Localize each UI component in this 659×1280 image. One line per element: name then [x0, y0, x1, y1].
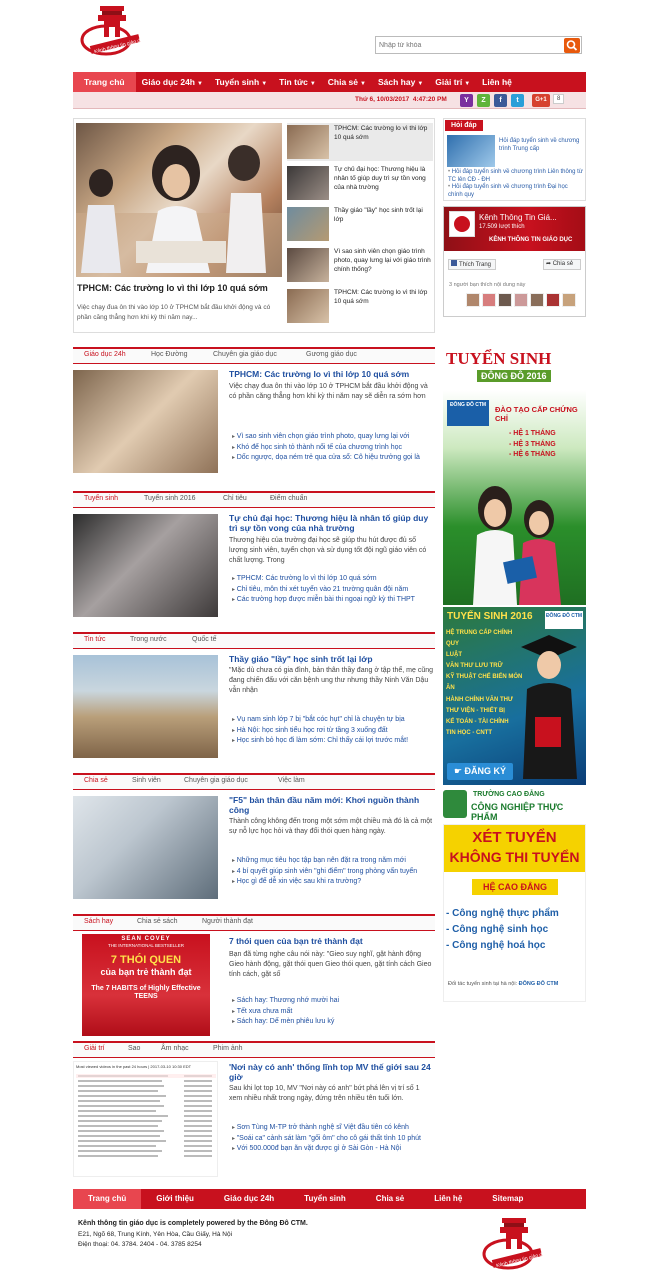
chart-caption: Most viewed videos in the past 24 hours | 2017-03-10 10:30 EDT — [76, 1064, 192, 1069]
tab-item[interactable]: Chuyên gia giáo dục — [184, 777, 248, 784]
fb-friends-text: 3 người bạn thích nội dung này — [449, 282, 526, 288]
fb-like-count: 17.509 lượt thích — [479, 224, 525, 230]
book-title-vn: 7 THÓI QUEN — [110, 954, 182, 966]
fb-page-avatar[interactable] — [449, 211, 475, 237]
side-title: Vì sao sinh viên chọn giáo trình photo, quay lưng lại với giáo trình chính thống? — [334, 248, 431, 273]
side-thumbnail — [287, 207, 329, 241]
ad2-title: TUYỂN SINH 2016 — [447, 611, 533, 622]
section-link[interactable]: ▸ 4 bí quyết giúp sinh viên "ghi điểm" trong phỏng vấn tuyển — [232, 867, 435, 878]
search-box — [375, 36, 582, 54]
ad-banner-dongdo[interactable] — [443, 343, 586, 605]
book-cover-image[interactable] — [82, 934, 210, 1036]
google-plus-button[interactable]: G+1 — [532, 94, 550, 107]
featured-side-item[interactable] — [287, 164, 433, 202]
tab-item[interactable]: Chỉ tiêu — [223, 495, 247, 502]
ad4-item: - Công nghệ thực phẩm — [446, 908, 559, 919]
ad2-item: VĂN THƯ LƯU TRỮ — [446, 663, 503, 670]
section-links — [232, 1123, 435, 1155]
book-title-en: The 7 HABITS of Highly Effective TEENS — [91, 985, 201, 1001]
section-tabs — [73, 491, 435, 508]
side-title: Tự chủ đại học: Thương hiệu là nhân tố giúp duy trì sự tồn vong của nhà trường — [334, 166, 426, 191]
ad2-item: KẾ TOÁN - TÀI CHÍNH — [446, 718, 509, 725]
footer-phone: Điện thoại: 04. 3784. 2404 - 04. 3785 8254 — [78, 1240, 202, 1248]
faq-image[interactable] — [447, 135, 495, 167]
current-datetime — [355, 96, 447, 103]
ctm-logo — [447, 400, 489, 426]
section-link[interactable]: ▸ Chỉ tiêu, môn thi xét tuyển vào 21 trường quân đội năm — [232, 585, 435, 596]
section-tin-tuc — [73, 632, 435, 768]
tab-item[interactable]: Giải trí — [84, 1045, 105, 1052]
nav-giao-duc-24h[interactable] — [136, 72, 209, 92]
section-links — [232, 856, 435, 888]
featured-side-item[interactable] — [287, 246, 433, 284]
ad2-item: HÀNH CHÍNH VĂN THƯ — [446, 696, 513, 703]
section-image[interactable] — [73, 655, 218, 758]
ad3-line1: TRƯỜNG CAO ĐẲNG — [473, 791, 545, 798]
ad-banner-xet-tuyen[interactable] — [443, 824, 586, 1002]
ad1-item: - HỆ 3 THÁNG — [509, 440, 556, 448]
ad3-line2: CÔNG NGHIỆP THỰC PHẨM — [471, 802, 564, 822]
nav-label: Tuyển sinh — [214, 77, 260, 87]
tab-item[interactable]: Chia sẻ sách — [137, 918, 178, 925]
tab-item[interactable]: Tin tức — [84, 636, 106, 643]
friend-avatar[interactable] — [562, 293, 576, 307]
tab-item[interactable]: Chia sẻ — [84, 777, 108, 784]
section-link[interactable]: ▸ Sách hay: Dế mèn phiêu lưu ký — [232, 1017, 435, 1028]
ctm-logo-text: ĐÔNG ĐÔ CTM — [545, 613, 583, 619]
friend-avatar[interactable] — [530, 293, 544, 307]
nav-label: Tin tức — [279, 77, 308, 87]
faq-list — [448, 169, 584, 199]
ad1-list — [509, 429, 556, 461]
section-links — [232, 715, 435, 747]
section-chia-se — [73, 773, 435, 909]
friend-avatar[interactable] — [546, 293, 560, 307]
section-link[interactable]: ▸ Khó để học sinh tỏ thành nổi tế của chương trình học — [232, 443, 435, 454]
ad-banner-tuyensinh-2016[interactable] — [443, 607, 586, 785]
side-title: TPHCM: Các trường lo vì thi lớp 10 quá sớm — [334, 289, 428, 305]
footer-address: E21, Ngõ 68, Trung Kính, Yên Hòa, Cầu Giấy, Hà Nội — [78, 1230, 233, 1238]
friend-avatar[interactable] — [466, 293, 480, 307]
featured-side-item[interactable] — [287, 287, 433, 325]
section-link[interactable]: ▸ Sơn Tùng M-TP trở thành nghệ sĩ Việt đầu tiên có kênh — [232, 1123, 435, 1134]
section-desc: Sau khi lọt top 10, MV "Nơi này có anh" bứt phá lên vị trí số 1 xem nhiều nhất trong ngày, đứng trên nhiều tên tuổi lớn. — [229, 1085, 420, 1103]
tab-item[interactable]: Tuyển sinh 2016 — [144, 495, 196, 502]
ad1-item: - HỆ 1 THÁNG — [509, 430, 556, 437]
ad1-headline: ĐÀO TẠO CẤP CHỨNG CHỈ — [495, 405, 578, 423]
footer-nav-gioi-thieu[interactable]: Giới thiệu — [156, 1194, 194, 1203]
footer-nav-tuyen-sinh[interactable]: Tuyển sinh — [304, 1194, 346, 1203]
book-bestseller-label: THE INTERNATIONAL BESTSELLER — [107, 943, 185, 948]
footer-logo[interactable] — [482, 1214, 546, 1274]
tab-item[interactable]: Giáo dục 24h — [84, 351, 126, 358]
caret-down-icon: ▼ — [261, 81, 268, 87]
section-image[interactable] — [73, 514, 218, 617]
chart-table-graphic — [74, 1071, 218, 1175]
ad2-item: HỆ TRUNG CẤP CHÍNH QUY — [446, 630, 513, 648]
friend-avatar[interactable] — [498, 293, 512, 307]
footer-nav-chia-se[interactable]: Chia sẻ — [375, 1194, 405, 1203]
section-image[interactable] — [73, 796, 218, 899]
tab-item[interactable]: Phim ảnh — [213, 1045, 243, 1052]
search-icon — [564, 38, 580, 53]
section-tabs — [73, 914, 435, 931]
nav-chia-se[interactable] — [322, 72, 372, 92]
section-giai-tri — [73, 1041, 435, 1179]
nav-home[interactable] — [73, 72, 136, 92]
footer-info — [78, 1219, 398, 1250]
side-title: TPHCM: Các trường lo vì thi lớp 10 quá sớm — [334, 125, 428, 141]
nav-lien-he[interactable] — [476, 72, 518, 92]
section-tuyen-sinh — [73, 491, 435, 627]
search-input[interactable] — [376, 37, 561, 53]
footer-nav-sitemap[interactable]: Sitemap — [492, 1194, 524, 1203]
fb-share-label: Chia sẻ — [552, 261, 574, 267]
fb-page-name[interactable]: Kênh Thông Tin Giá... — [479, 213, 557, 222]
section-desc: Việc chạy đua ôn thi vào lớp 10 ở TPHCM bắt đầu khởi động và có phần căng thẳng hơn khi kỳ thi năm nay sẽ diễn ra sớm hơn — [229, 383, 428, 401]
featured-main-title[interactable]: TPHCM: Các trường lo vì thi lớp 10 quá sớm — [77, 283, 268, 293]
featured-main-image[interactable] — [76, 123, 282, 277]
tab-item[interactable]: Quốc tế — [192, 636, 217, 643]
ad4-title1: XÉT TUYỂN — [472, 829, 557, 846]
site-logo[interactable] — [80, 2, 144, 62]
faq-link[interactable]: • Hỏi đáp tuyển sinh về chương trình Liên thông từ TC lên CĐ - ĐH — [448, 169, 584, 184]
ad1-title: TUYỂN SINH — [446, 349, 552, 368]
faq-top-link[interactable]: Hỏi đáp tuyển sinh về chương trình Trung cấp — [499, 138, 580, 153]
ad2-item: LUẬT — [446, 652, 462, 659]
section-tabs — [73, 1041, 435, 1058]
section-desc: Thương hiệu của trường đại học sẽ giúp thu hút được đủ số lượng sinh viên, tuyển chọn và sử dụng tốt đội ngũ giáo viên có chất lượng. Trong — [229, 537, 427, 565]
section-link[interactable]: ▸ "Soái ca" cảnh sát làm "gối ôm" cho cô gái thất tình 10 phút — [232, 1134, 435, 1145]
section-link[interactable]: ▸ Những mục tiêu học tập bạn nên đặt ra trong năm mới — [232, 856, 435, 867]
section-title[interactable]: 'Nơi này có anh' thống lĩnh top MV thế giới sau 24 giờ — [229, 1062, 431, 1083]
side-thumbnail — [287, 166, 329, 200]
nav-label: Giáo dục 24h — [141, 77, 195, 87]
side-title: Thầy giáo "lầy" học sinh trốt lại lớp — [334, 207, 423, 223]
main-nav — [73, 72, 586, 92]
section-link[interactable]: ▸ TPHCM: Các trường lo vì thi lớp 10 quá sớm — [232, 574, 435, 585]
school-logo-icon — [443, 790, 467, 818]
tab-item[interactable]: Người thành đạt — [202, 918, 253, 925]
tab-item[interactable]: Chuyên gia giáo dục — [213, 351, 277, 358]
share-icon: ➦ — [546, 261, 553, 267]
ad2-graduate-photo — [513, 629, 585, 779]
nav-giai-tri[interactable] — [429, 72, 476, 92]
ad-banner-cdcntp[interactable] — [443, 788, 586, 821]
side-thumbnail — [287, 289, 329, 323]
section-desc: Thành công không đến trong một sớm một chiều mà đó là cả một sự nỗ lực học hỏi và thay đổi thói quen hàng ngày. — [229, 818, 433, 836]
tab-item[interactable]: Âm nhạc — [161, 1045, 189, 1052]
section-title[interactable]: Tự chủ đại học: Thương hiệu là nhân tố giúp duy trì sự tồn vong của nhà trường — [229, 513, 429, 534]
section-links — [232, 574, 435, 606]
ad2-register-label: ĐĂNG KÝ — [464, 766, 507, 776]
nav-sach-hay[interactable] — [372, 72, 429, 92]
ad1-item: - HỆ 6 THÁNG — [509, 451, 556, 458]
youtube-chart-image[interactable] — [73, 1061, 218, 1177]
section-desc: "Mặc dù chưa có gia đình, bản thân thầy đang ở tập thể, mẹ cũng đang chiến đấu với căn bệnh ung thư nhưng thầy Ninh Văn Dậu vẫn nhận — [229, 667, 434, 695]
nav-label: Giải trí — [435, 77, 463, 87]
fb-like-label: Thích Trang — [459, 262, 492, 268]
section-tabs — [73, 773, 435, 790]
footer-nav-lien-he[interactable]: Liên hệ — [434, 1194, 463, 1203]
gplus-count: 8 — [553, 94, 564, 104]
section-link[interactable]: ▸ Tết xưa chưa mất — [232, 1007, 435, 1018]
tab-item[interactable]: Điểm chuẩn — [270, 495, 308, 502]
partner-name[interactable]: ĐÔNG ĐÔ CTM — [518, 981, 559, 987]
yahoo-icon[interactable]: Y — [460, 94, 473, 107]
nav-tin-tuc[interactable] — [273, 72, 322, 92]
section-link[interactable]: ▸ Học sinh bỏ học đi làm sớm: Chỉ thấy cái lợi trước mắt! — [232, 736, 435, 747]
featured-block — [73, 118, 435, 333]
ad4-title2: KHÔNG THI TUYỂN — [449, 849, 580, 865]
side-thumbnail — [287, 248, 329, 282]
section-image[interactable] — [73, 370, 218, 473]
section-link[interactable]: ▸ Vụ nam sinh lớp 7 bị "bắt cóc hụt" chỉ là chuyện tự bịa — [232, 715, 435, 726]
ad1-subtitle: ĐÔNG ĐÔ 2016 — [477, 370, 551, 382]
facebook-widget — [443, 206, 586, 317]
section-link[interactable]: ▸ Với 500.000đ bạn ăn vặt được gì ở Sài Gòn - Hà Nội — [232, 1144, 435, 1155]
section-tabs — [73, 347, 435, 364]
featured-side-item[interactable] — [287, 205, 433, 243]
tab-item[interactable]: Sách hay — [84, 918, 114, 925]
section-giao-duc-24h — [73, 347, 435, 485]
hand-icon: ☛ — [453, 766, 465, 776]
search-button[interactable] — [564, 38, 580, 53]
footer-nav-giao-duc-24h[interactable]: Giáo dục 24h — [223, 1194, 275, 1203]
ad4-list — [446, 906, 559, 954]
section-title[interactable]: "F5" bản thân đầu năm mới: Khơi nguồn thành công — [229, 795, 420, 816]
friend-avatar[interactable] — [514, 293, 528, 307]
ad1-photo — [443, 463, 586, 605]
tab-item[interactable]: Sao — [128, 1045, 141, 1052]
section-links — [232, 432, 435, 464]
section-tabs — [73, 632, 435, 649]
tab-item[interactable]: Gương giáo dục — [306, 351, 357, 358]
caret-down-icon: ▼ — [309, 81, 316, 87]
zing-icon[interactable]: Z — [477, 94, 490, 107]
svg-text:Kênh thông tin giáo dục: Kênh thông tin giáo dục — [93, 36, 144, 56]
fb-banner-text: KÊNH THÔNG TIN GIÁO DỤC — [489, 237, 573, 243]
svg-text:Kênh thông tin giáo dục: Kênh thông tin giáo dục — [495, 1250, 546, 1270]
ctm-logo-text: ĐÔNG ĐÔ CTM — [449, 402, 487, 408]
ad2-item: THƯ VIỆN - THIẾT BỊ — [446, 707, 505, 714]
fb-like-icon — [451, 260, 457, 266]
section-desc: Bạn đã từng nghe câu nói này: "Gieo suy nghĩ, gặt hành động Gieo hành động, gặt thói quen Gieo thói quen, gặt tính cách Gieo tính cách, gặt số — [229, 951, 432, 979]
nav-label: Sách hay — [377, 77, 416, 87]
tab-item[interactable]: Việc làm — [278, 777, 305, 784]
partner-label: Đối tác tuyển sinh tại hà nội: — [448, 981, 518, 987]
book-author: SEAN COVEY — [121, 936, 171, 942]
tab-item[interactable]: Học Đường — [151, 351, 188, 358]
featured-main-desc: Việc chạy đua ôn thi vào lớp 10 ở TPHCM bắt đầu khởi động và có phần căng thẳng hơn khi kỳ thi năm nay... — [77, 304, 271, 321]
section-link[interactable]: ▸ Sách hay: Thương nhớ mười hai — [232, 996, 435, 1007]
facebook-icon[interactable]: f — [494, 94, 507, 107]
footer-powered-by: Kênh thông tin giáo dục is completely powered by the Đông Đô CTM. — [78, 1220, 308, 1227]
faq-link[interactable]: • Hỏi đáp tuyển sinh về chương trình Đại học chính quy — [448, 184, 584, 199]
faq-header: Hỏi đáp — [445, 120, 483, 131]
nav-tuyen-sinh[interactable] — [209, 72, 273, 92]
caret-down-icon: ▼ — [417, 81, 424, 87]
section-link[interactable]: ▸ Hà Nội: học sinh tiểu học rơi từ tầng 3 xuống đất — [232, 726, 435, 737]
section-title[interactable]: 7 thói quen của bạn trẻ thành đạt — [229, 936, 363, 946]
tab-item[interactable]: Sinh viên — [132, 777, 161, 784]
nav-label: Chia sẻ — [327, 77, 359, 87]
section-link[interactable]: ▸ Dốc ngược, dọa ném trẻ qua cửa sổ: Cô hiệu trưởng gọi là — [232, 453, 435, 464]
book-title-vn2: của bạn trẻ thành đạt — [100, 967, 192, 977]
tab-item[interactable]: Trong nước — [130, 636, 167, 643]
section-link[interactable]: ▸ Vì sao sinh viên chọn giáo trình photo, quay lưng lại với — [232, 432, 435, 443]
partner-text — [448, 981, 558, 987]
ad2-register-button[interactable] — [447, 763, 513, 780]
ad2-item: TIN HỌC - CNTT — [446, 729, 492, 736]
section-link[interactable]: ▸ Các trường hợp được miễn bài thi ngoại ngữ kỳ thi THPT — [232, 595, 435, 606]
twitter-icon[interactable]: t — [511, 94, 524, 107]
fb-share-button[interactable] — [543, 259, 581, 270]
footer-nav — [73, 1189, 586, 1209]
time-text: 4:47:20 PM — [412, 96, 447, 103]
ad4-item: - Công nghệ hoá học — [446, 940, 546, 951]
fb-cover — [444, 207, 585, 251]
side-thumbnail — [287, 125, 329, 159]
faq-box — [443, 118, 586, 201]
fb-like-button[interactable] — [448, 259, 496, 270]
ad4-badge: HỆ CAO ĐẲNG — [472, 879, 558, 895]
friend-avatar[interactable] — [482, 293, 496, 307]
nav-label: Liên hệ — [482, 77, 512, 87]
featured-side-item[interactable] — [287, 123, 433, 161]
tab-item[interactable]: Tuyển sinh — [84, 495, 118, 502]
section-links — [232, 996, 435, 1028]
footer-nav-home[interactable]: Trang chủ — [73, 1189, 141, 1209]
ad2-item: KỸ THUẬT CHẾ BIẾN MÓN ĂN — [446, 674, 523, 692]
section-title[interactable]: TPHCM: Các trường lo vì thi lớp 10 quá sớm — [229, 369, 410, 379]
nav-label: Trang chủ — [84, 77, 125, 87]
ad4-item: - Công nghệ sinh học — [446, 924, 549, 935]
section-sach-hay — [73, 914, 435, 1036]
caret-down-icon: ▼ — [464, 81, 471, 87]
section-link[interactable]: ▸ Học gì để dễ xin việc sau khi ra trường? — [232, 877, 435, 888]
date-text: Thứ 6, 10/03/2017 — [355, 96, 410, 103]
caret-down-icon: ▼ — [360, 81, 366, 87]
section-title[interactable]: Thầy giáo "lầy" học sinh trốt lại lớp — [229, 654, 373, 664]
caret-down-icon: ▼ — [197, 81, 203, 87]
ctm-logo — [545, 611, 583, 629]
date-bar — [73, 92, 586, 109]
